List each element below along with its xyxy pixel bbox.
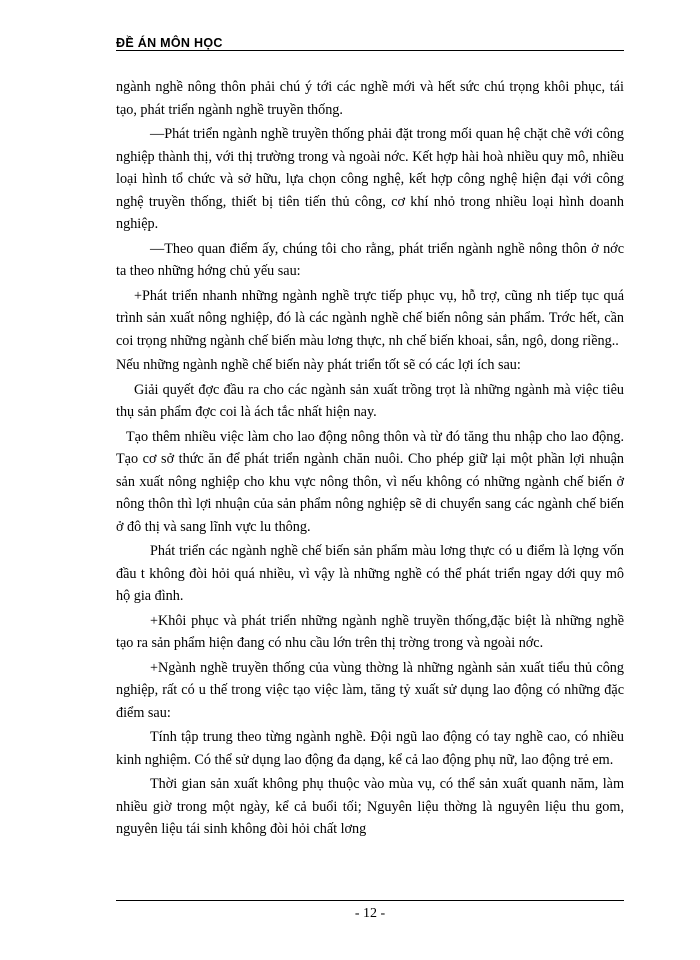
page-header: ĐỀ ÁN MÔN HỌC [116,36,223,50]
paragraph: +Khôi phục và phát triển những ngành nghề truyền thống,đặc biệt là những nghề tạo ra sản phẩm hiện đang có nhu cầu lớn trên thị trờng trong và ngoài nớc. [116,612,624,651]
paragraph: —Theo quan điểm ấy, chúng tôi cho rằng, phát triển ngành nghề nông thôn ở nớc ta theo những hớng chủ yếu sau: [116,240,624,279]
page-number: - 12 - [354,906,386,921]
paragraph: +Ngành nghề truyền thống của vùng thờng là những ngành sản xuất tiểu thủ công nghiệp, rất có u thế trong việc tạo việc làm, tăng tỷ xuất sử dụng lao động có những đặc điểm sau: [116,659,624,721]
paragraph: Nếu những ngành nghề chế biến này phát triển tốt sẽ có các lợi ích sau: [116,357,521,373]
paragraph: Tạo thêm nhiều việc làm cho lao động nông thôn và từ đó tăng thu nhập cho lao động. Tạo cơ sở thức ăn để phát triển ngành chăn nuôi. Cho phép giữ lại một phần lợi nhuận sản xuất nông nghiệp cho khu vực nông thôn, vì nếu không có những ngành chế biến ở nông thôn thì lợi nhuận của sản phẩm nông nghiệp sẽ di chuyển sang các ngành chế biến ở đô thị và sang lĩnh vực lu thông. [116,428,624,535]
paragraph: Phát triển các ngành nghề chế biến sản phẩm màu lơng thực có u điểm là lợng vốn đầu t không đòi hỏi quá nhiều, vì vậy là những nghề có thể phát triển ngay dới quy mô hộ gia đình. [116,543,624,604]
document-body [116,76,624,843]
paragraph: Tính tập trung theo từng ngành nghề. Đội ngũ lao động có tay nghề cao, có nhiều kinh nghiệm. Có thể sử dụng lao động đa dạng, kể cả lao động phụ nữ, lao động trẻ em. [116,729,624,768]
footer-rule [116,900,624,901]
header-rule [116,50,624,51]
paragraph: +Phát triển nhanh những ngành nghề trực tiếp phục vụ, hỗ trợ, cũng nh tiếp tục quá trình sản xuất nông nghiệp, đó là các ngành nghề chế biến nông sản phẩm. Trớc hết, cần coi trọng những ngành chế biến màu lơng thực, nh chế biến khoai, sắn, ngô, dong riềng.. [116,287,624,349]
paragraph: Giải quyết đợc đầu ra cho các ngành sản xuất trồng trọt là những ngành mà việc tiêu thụ sản phẩm đợc coi là ách tắc nhất hiện nay. [116,381,624,420]
paragraph: —Phát triển ngành nghề truyền thống phải đặt trong mối quan hệ chặt chẽ với công nghiệp thành thị, với thị trường trong và ngoài nớc. Kết hợp hài hoà nhiều quy mô, nhiều loại hình tổ chức và sở hữu, lựa chọn công nghệ, kết hợp công nghệ hiện đại với công nghệ truyền thống, thiết bị tiên tiến thủ công, cơ khí nhỏ trong nhiều loại hình doanh nghiệp. [116,126,624,232]
paragraph: Thời gian sản xuất không phụ thuộc vào mùa vụ, có thể sản xuất quanh năm, làm nhiều giờ trong một ngày, kể cả buổi tối; Nguyên liệu thờng là nguyên liệu thu gom, nguyên liệu tái sinh không đòi hỏi chất lơng [116,776,624,837]
paragraph: ngành nghề nông thôn phải chú ý tới các nghề mới và hết sức chú trọng khôi phục, tái tạo, phát triển ngành nghề truyền thống. [116,79,624,118]
